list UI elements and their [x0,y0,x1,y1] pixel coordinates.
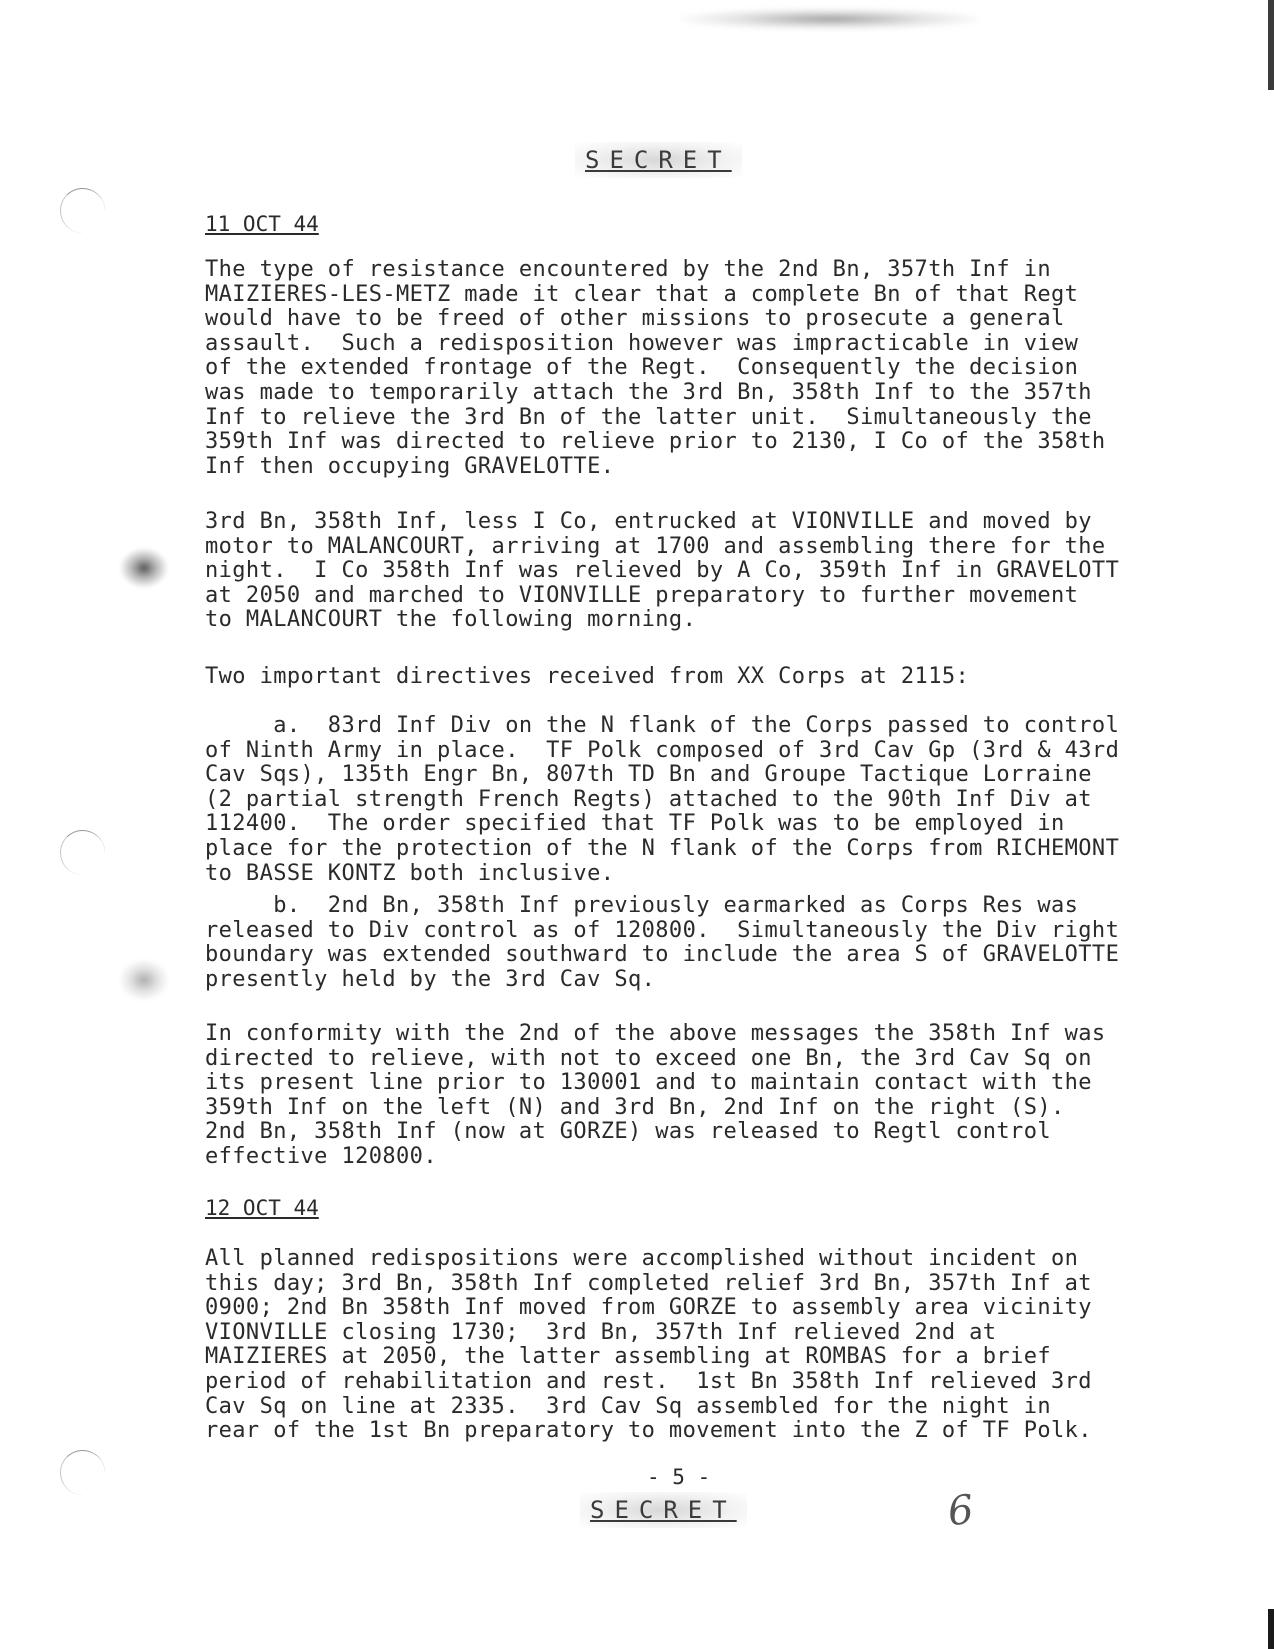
entry-paragraph: The type of resistance encountered by the 2nd Bn, 357th Inf in MAIZIERES-LES-METZ made it clear that a complete Bn of that Regt would have to be freed of other missions to prosecute a general assault. Such a redisposition however was impracticable in view of the extended frontage of the Regt. Consequently the decision was made to temporarily attach the 3rd Bn, 358th Inf to the 357th Inf to relieve the 3rd Bn of the latter unit. Simultaneously the 359th Inf was directed to relieve prior to 2130, I Co of the 358th Inf then occupying GRAVELOTTE. [205,257,1106,479]
entry-paragraph: Two important directives received from XX Corps at 2115: [205,664,970,689]
ink-smudge [120,548,168,588]
classification-stamp-top: SECRET [575,142,742,178]
page-number: - 5 - [647,1465,711,1489]
punch-hole-mark [60,830,105,875]
punch-hole-mark [60,1450,105,1495]
scan-smudge [680,8,980,30]
entry-paragraph: 3rd Bn, 358th Inf, less I Co, entrucked at VIONVILLE and moved by motor to MALANCOURT, arriving at 1700 and assembling there for the night. I Co 358th Inf was relieved by A Co, 359th Inf in GRAVELOTT at 2050 and marched to VIONVILLE preparatory to further movement to MALANCOURT the following morning. [205,509,1120,633]
directive-item: a. 83rd Inf Div on the N flank of the Corps passed to control of Ninth Army in place. TF Polk composed of 3rd Cav Gp (3rd & 43rd Cav Sqs), 135th Engr Bn, 807th TD Bn and Groupe Tactique Lorraine (2 partial strength French Regts) attached to the 90th Inf Div at 112400. The order specified that TF Polk was to be employed in place for the protection of the N flank of the Corps from RICHEMONT to BASSE KONTZ both inclusive. [205,713,1120,886]
scan-edge-mark [1268,0,1274,90]
entry-paragraph: All planned redispositions were accomplished without incident on this day; 3rd Bn, 358th Inf completed relief 3rd Bn, 357th Inf at 0900; 2nd Bn 358th Inf moved from GORZE to assembly area vicinity VIONVILLE closing 1730; 3rd Bn, 357th Inf relieved 2nd at MAIZIERES at 2050, the latter assembling at ROMBAS for a brief period of rehabilitation and rest. 1st Bn 358th Inf relieved 3rd Cav Sq on line at 2335. 3rd Cav Sq assembled for the night in rear of the 1st Bn preparatory to movement into the Z of TF Polk. [205,1246,1092,1444]
directive-item: b. 2nd Bn, 358th Inf previously earmarked as Corps Res was released to Div control as of 120800. Simultaneously the Div right boundary was extended southward to include the area S of GRAVELOTTE presently held by the 3rd Cav Sq. [205,893,1120,992]
handwritten-page-mark: 6 [945,1486,976,1536]
entry-paragraph: In conformity with the 2nd of the above messages the 358th Inf was directed to relieve, with not to exceed one Bn, the 3rd Cav Sq on its present line prior to 130001 and to maintain contact with the 359th Inf on the left (N) and 3rd Bn, 2nd Inf on the right (S). 2nd Bn, 358th Inf (now at GORZE) was released to Regtl control effective 120800. [205,1021,1106,1169]
punch-hole-mark [60,188,105,233]
scan-edge-mark [1268,1609,1274,1649]
entry-date-heading: 11 OCT 44 [205,212,319,236]
entry-date-heading: 12 OCT 44 [205,1196,319,1220]
ink-smudge [120,960,168,1000]
classification-stamp-bottom: SECRET [580,1492,747,1528]
